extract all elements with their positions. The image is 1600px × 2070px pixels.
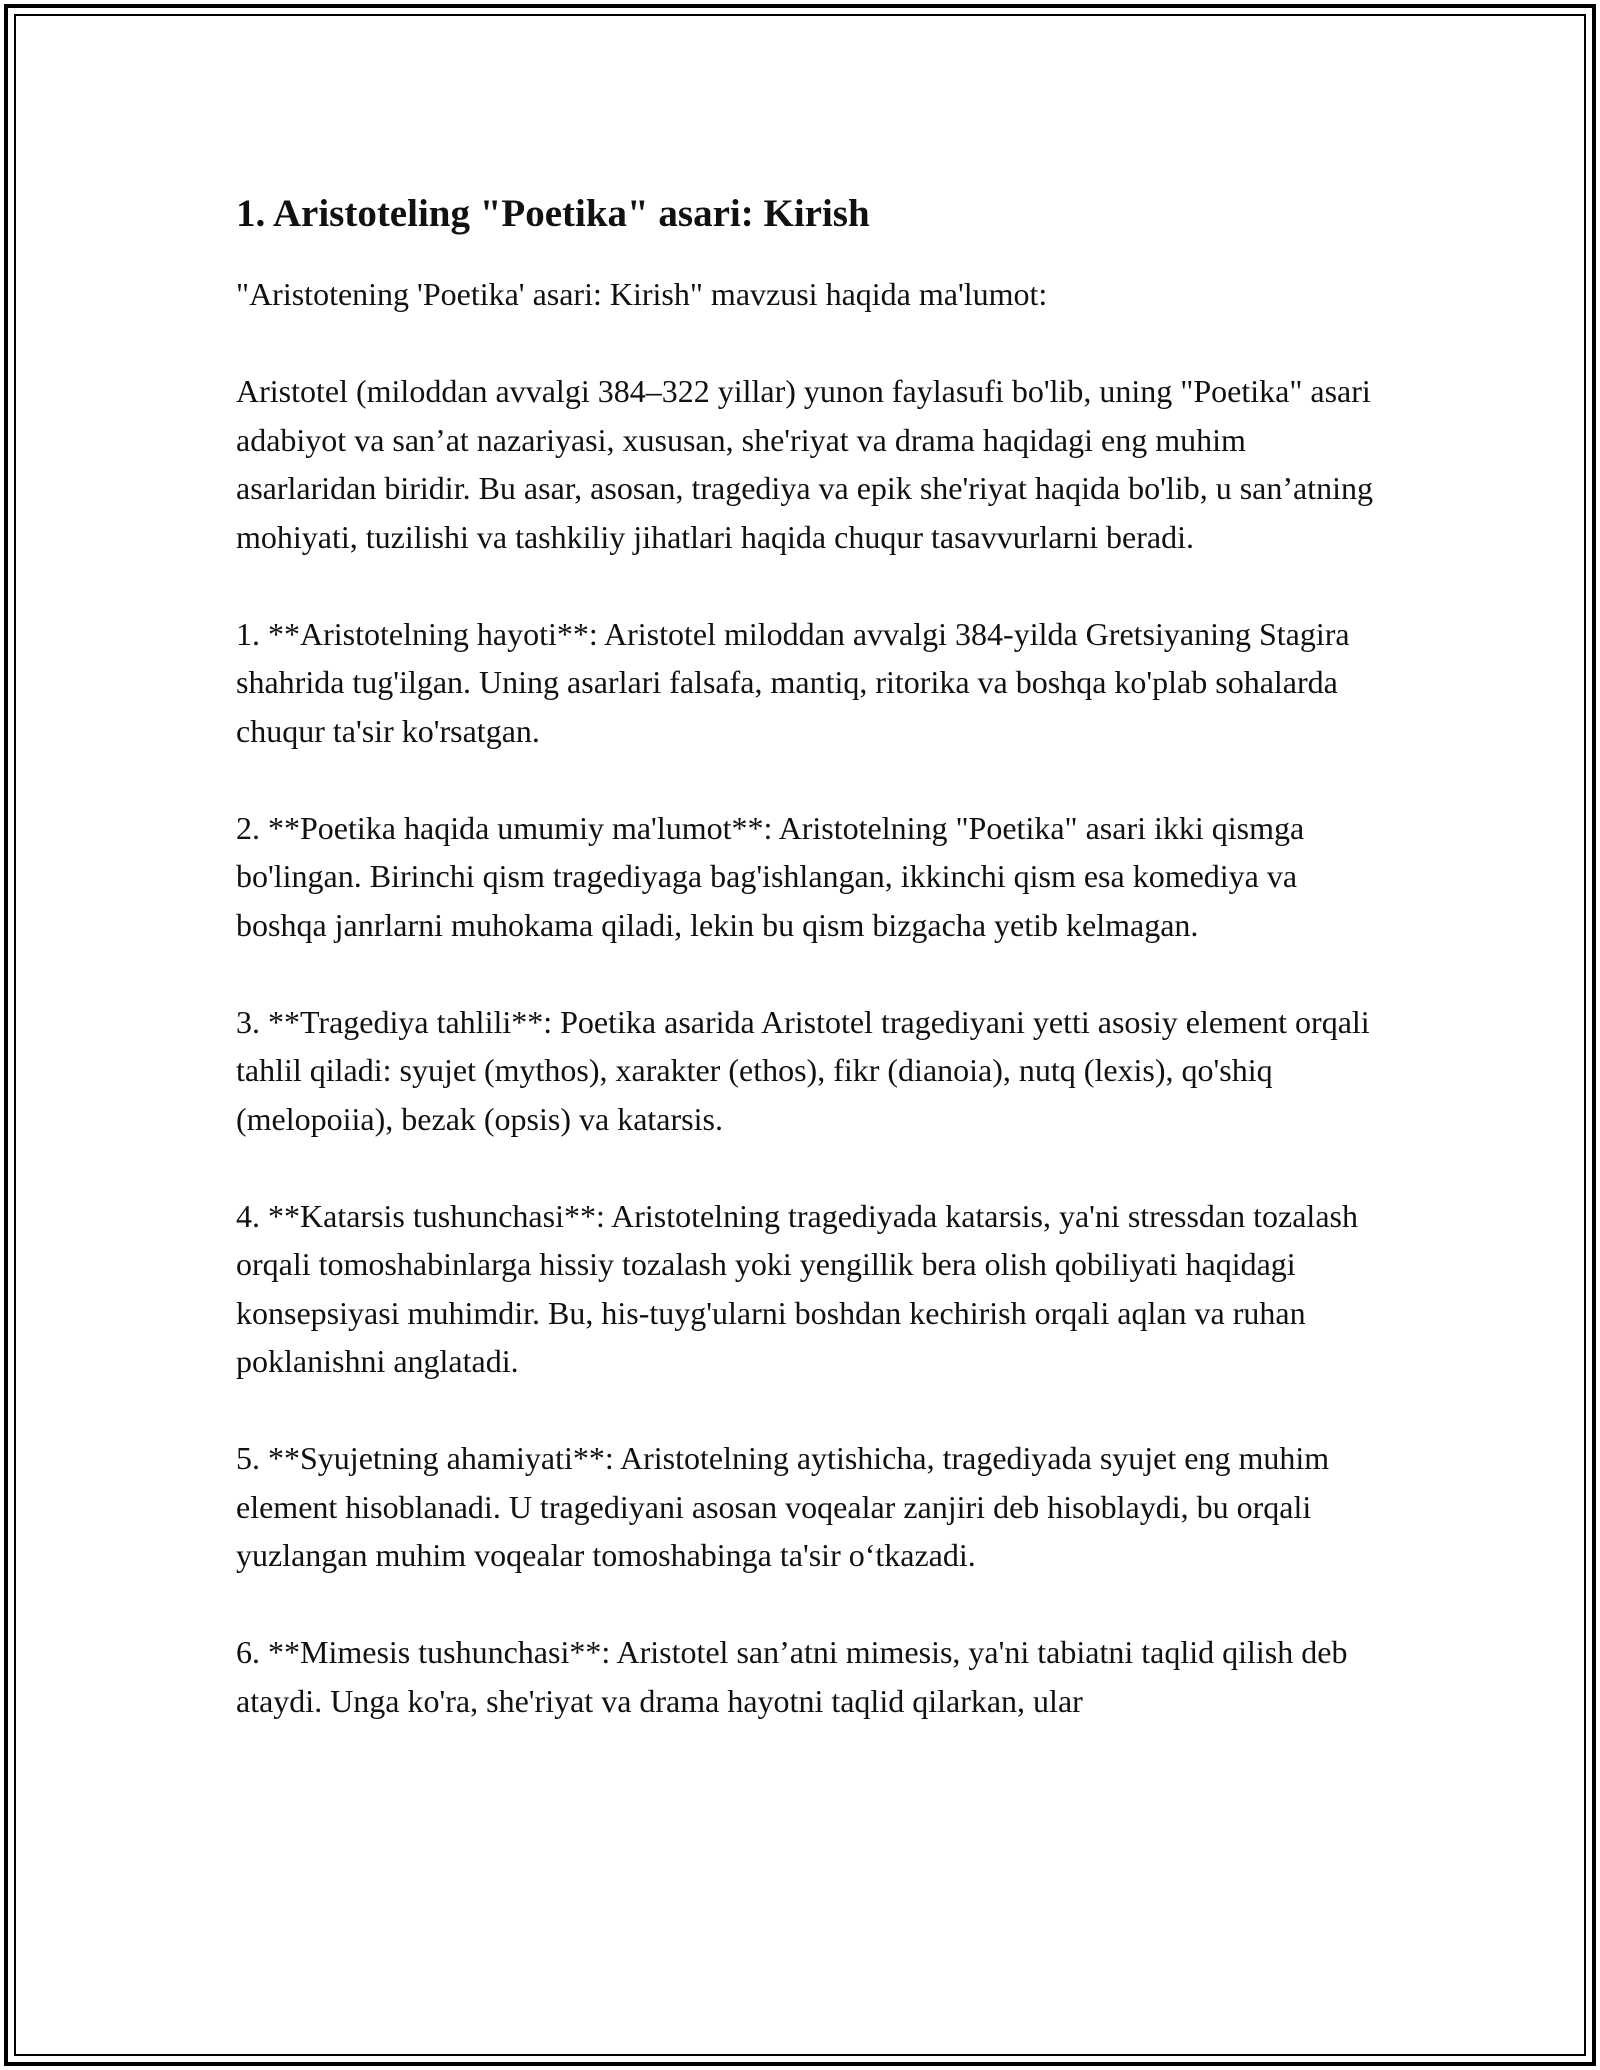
section-paragraph-1: 1. **Aristotelning hayoti**: Aristotel miloddan avvalgi 384-yilda Gretsiyaning Stagira shahrida tug'ilgan. Uning asarlari falsafa, mantiq, ritorika va boshqa ko'plab sohalarda chuqur ta'sir ko'rsatgan. xyxy=(236,615,1350,749)
section-paragraph-5: 5. **Syujetning ahamiyati**: Aristotelning aytishicha, tragediyada syujet eng muhim element hisoblanadi. U tragediyani asosan voqealar zanjiri deb hisoblaydi, bu orqali yuzlangan muhim voqealar tomoshabinga ta'sir o‘tkazadi. xyxy=(236,1440,1330,1573)
section-paragraph-3: 3. **Tragediya tahlili**: Poetika asarida Aristotel tragediyani yetti asosiy element orqali tahlil qiladi: syujet (mythos), xarakter (ethos), fikr (dianoia), nutq (lexis), qo'shiq (melopoiia), bezak (opsis) va katarsis. xyxy=(236,1003,1370,1137)
intro-paragraph: Aristotel (miloddan avvalgi 384–322 yillar) yunon faylasufi bo'lib, uning "Poetika" asari adabiyot va san’at nazariyasi, xususan, she'riyat va drama haqidagi eng muhim asarlaridan biridir. Bu asar, asosan, tragediya va epik she'riyat haqida bo'lib, u san’atning mohiyati, tuzilishi va tashkiliy jihatlari haqida chuqur tasavvurlarni beradi. xyxy=(236,373,1374,555)
section-paragraph-4: 4. **Katarsis tushunchasi**: Aristotelning tragediyada katarsis, ya'ni stressdan tozalash orqali tomoshabinlarga hissiy tozalash yoki yengillik bera olish qobiliyati haqidagi konsepsiyasi muhimdir. Bu, his-tuyg'ularni boshdan kechirish orqali aqlan va ruhan poklanishni anglatadi. xyxy=(236,1197,1358,1379)
intro-line: "Aristotening 'Poetika' asari: Kirish" mavzusi haqida ma'lumot: xyxy=(236,276,1048,312)
document-body xyxy=(236,188,1376,1774)
document-title: 1. Aristoteling "Poetika" asari: Kirish xyxy=(236,192,870,235)
section-paragraph-6: 6. **Mimesis tushunchasi**: Aristotel san’atni mimesis, ya'ni tabiatni taqlid qilish deb ataydi. Unga ko'ra, she'riyat va drama hayotni taqlid qilarkan, ular xyxy=(236,1634,1348,1719)
section-paragraph-2: 2. **Poetika haqida umumiy ma'lumot**: Aristotelning "Poetika" asari ikki qismga bo'lingan. Birinchi qism tragediyaga bag'ishlangan, ikkinchi qism esa komediya va boshqa janrlarni muhokama qiladi, lekin bu qism bizgacha yetib kelmagan. xyxy=(236,809,1305,943)
